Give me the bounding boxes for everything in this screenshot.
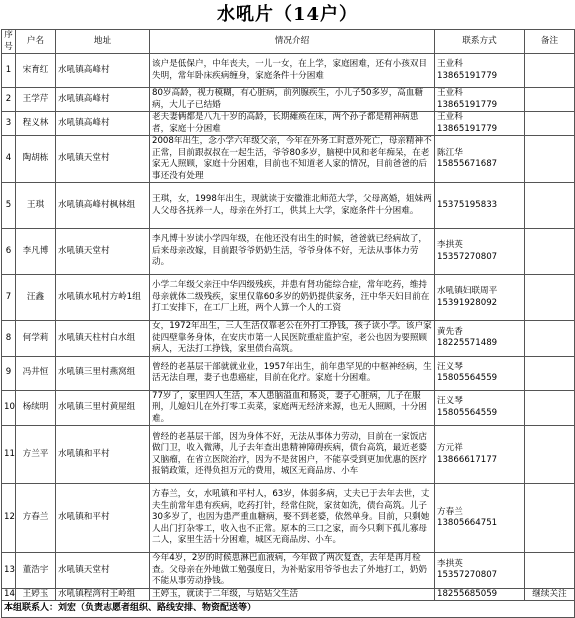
table-row — [2, 54, 575, 88]
table-row — [2, 356, 575, 390]
table-row — [2, 229, 575, 275]
household-address: 水吼镇三里村燕窝组 — [56, 356, 150, 390]
table-row — [2, 484, 575, 553]
table-row — [2, 88, 575, 112]
table-row — [2, 275, 575, 321]
contact-info: 黄先香 18225571489 — [435, 321, 525, 357]
contact-info: 李拱英 15357270807 — [435, 553, 525, 589]
household-name: 李凡博 — [16, 229, 56, 275]
household-name: 冯井恒 — [16, 356, 56, 390]
household-address: 水吼镇天堂村 — [56, 229, 150, 275]
household-name: 程义林 — [16, 112, 56, 136]
remark — [525, 112, 575, 136]
household-name: 陶胡栋 — [16, 136, 56, 183]
table-row — [2, 112, 575, 136]
household-name: 王学芹 — [16, 88, 56, 112]
row-number: 4 — [2, 136, 16, 183]
remark: 继续关注 — [525, 588, 575, 601]
remark — [525, 275, 575, 321]
row-number: 14 — [2, 588, 16, 601]
table-row — [2, 183, 575, 229]
household-name: 方兰平 — [16, 426, 56, 484]
header-contact: 联系方式 — [435, 30, 525, 54]
remark — [525, 183, 575, 229]
contact-info: 李拱英 15357270807 — [435, 229, 525, 275]
situation-text: 女，1972年出生，三人生活仅靠老公在外打工挣钱，孩子读小学。该户家徒四壁靠务身体，在安庆市第一人民医院重症监护室，老公也因为要照顾病人，无法打工挣钱，家里债台高筑。 — [150, 321, 435, 357]
remark — [525, 553, 575, 589]
situation-text: 今年4岁，2岁的时候患淋巴血液病，今年做了两次复查，去年是再月检查。父母亲在外地做工勉强度日，为补贴家用爷爷也去了外地打工，奶奶不能从事劳动挣钱。 — [150, 553, 435, 589]
situation-text: 小学二年级父亲汪中华四级残疾，并患有肾功能综合症，常年吃药，维持母亲就体二级残疾，家里仅靠60多岁的奶奶提供家务，汪中华天妇目前在打工安排下，在工厂上班，两个人算一个人的工资 — [150, 275, 435, 321]
household-address: 水吼镇水吼村方岭1组 — [56, 275, 150, 321]
contact-info: 18255685059 — [435, 588, 525, 601]
household-address: 水吼镇程湾村王岭组 — [56, 588, 150, 601]
household-table — [1, 29, 575, 618]
situation-text: 77岁了，家里四人生活，本人患脑溢血和肠炎，妻子心脏病，儿子在服刑，儿媳妇儿在外打零工卖菜，家庭两无经济来源，也无人照顾，十分困难。 — [150, 390, 435, 426]
row-number: 2 — [2, 88, 16, 112]
contact-info: 汪义琴 15805564559 — [435, 390, 525, 426]
household-address: 水吼镇天堂村 — [56, 553, 150, 589]
remark — [525, 54, 575, 88]
row-number: 6 — [2, 229, 16, 275]
household-address: 水吼镇天堂村 — [56, 136, 150, 183]
table-row — [2, 321, 575, 357]
household-address: 水吼镇高峰村 — [56, 88, 150, 112]
table-row — [2, 426, 575, 484]
table-header-row — [2, 30, 575, 54]
contact-info: 方元祥 13866617177 — [435, 426, 525, 484]
group-contact-note: 本组联系人：刘宏（负责志愿者组织、路线安排、物资配送等） — [2, 601, 575, 618]
household-name: 王婷玉 — [16, 588, 56, 601]
row-number: 3 — [2, 112, 16, 136]
contact-info: 王业科 13865191779 — [435, 54, 525, 88]
remark — [525, 484, 575, 553]
situation-text: 曾经的老基层干部，因为身体不好，无法从事体力劳动，目前在一家饭店做门卫，收入微薄，儿子去年查出患精神障碍疾病，债台高筑，最近老婆又脑瘤，在省立医院治疗，因为不是贫困户，不能享受到更加优惠的医疗报销政策，还得负担万元的费用，城区无商品房、小车 — [150, 426, 435, 484]
household-address: 水吼镇高峰村 — [56, 112, 150, 136]
row-number: 9 — [2, 356, 16, 390]
contact-info: 王业科 13865191779 — [435, 88, 525, 112]
situation-text: 80岁高龄，视力模糊，有心脏病，前列腺疾生，小儿子50多岁，高血糖病，大儿子已结婚 — [150, 88, 435, 112]
household-address: 水吼镇高峰村枫林组 — [56, 183, 150, 229]
contact-info: 水吼镇妇联周平 15391928092 — [435, 275, 525, 321]
row-number: 13 — [2, 553, 16, 589]
table-row — [2, 588, 575, 601]
household-name: 何学莉 — [16, 321, 56, 357]
remark — [525, 88, 575, 112]
contact-info: 王业科 13865191779 — [435, 112, 525, 136]
header-address: 地址 — [56, 30, 150, 54]
row-number: 5 — [2, 183, 16, 229]
row-number: 8 — [2, 321, 16, 357]
page-title: 水吼片（14户） — [216, 4, 359, 25]
row-number: 12 — [2, 484, 16, 553]
row-number: 7 — [2, 275, 16, 321]
remark — [525, 356, 575, 390]
row-number: 1 — [2, 54, 16, 88]
situation-text: 王婷玉，就读于二年级，与姑姑父生活 — [150, 588, 435, 601]
header-name: 户名 — [16, 30, 56, 54]
remark — [525, 321, 575, 357]
remark — [525, 426, 575, 484]
household-name: 杨续明 — [16, 390, 56, 426]
contact-info: 汪义琴 15805564559 — [435, 356, 525, 390]
contact-info: 15375195833 — [435, 183, 525, 229]
remark — [525, 390, 575, 426]
household-name: 王琪 — [16, 183, 56, 229]
table-row — [2, 390, 575, 426]
row-number: 10 — [2, 390, 16, 426]
contact-info: 陈江华 15855671687 — [435, 136, 525, 183]
header-number: 序号 — [2, 30, 16, 54]
household-address: 水吼镇天柱村白水组 — [56, 321, 150, 357]
table-row — [2, 136, 575, 183]
household-address: 水吼镇高峰村 — [56, 54, 150, 88]
household-address: 水吼镇和平村 — [56, 426, 150, 484]
contact-info: 方春兰 13805664751 — [435, 484, 525, 553]
situation-text: 该户是低保户，中年丧夫，一儿一女，在上学，家庭困难，还有小孩双目失明，常年卧床疾病缠身，家庭条件十分困难 — [150, 54, 435, 88]
household-name: 宋育红 — [16, 54, 56, 88]
remark — [525, 229, 575, 275]
situation-text: 2008年出生，念小学六年级父亲，今年在外务工时意外死亡，母亲精神不正常，目前跟叔叔在一起生活，爷爷80多岁，脑梗中风和老年痴呆，在老家无人照顾，家庭十分困难，目前也不知道老人家的情况，目前爸爸的后事还没有处理 — [150, 136, 435, 183]
situation-text: 王琪，女，1998年出生，现就读于安徽淮北师范大学，父母离婚，姐妹两人父母各抚养一人，母亲在外打工，供其上大学，家庭条件十分困难。 — [150, 183, 435, 229]
situation-text: 老夫妻俩都是八九十岁的高龄，长期瘫痪在床，两个孙子都是精神病患者，家庭十分困难 — [150, 112, 435, 136]
situation-text: 李凡博十岁读小学四年级，在他还没有出生的时候，爸爸就已经病故了，后来母亲改嫁，目前跟爷爷奶奶生活，爷爷身体不好，无法从事体力劳动。 — [150, 229, 435, 275]
row-number: 11 — [2, 426, 16, 484]
household-address: 水吼镇三里村黄屋组 — [56, 390, 150, 426]
table-row — [2, 553, 575, 589]
header-situation: 情况介绍 — [150, 30, 435, 54]
household-name: 方春兰 — [16, 484, 56, 553]
footer-row — [2, 601, 575, 618]
household-address: 水吼镇和平村 — [56, 484, 150, 553]
header-note: 备注 — [525, 30, 575, 54]
remark — [525, 136, 575, 183]
household-name: 董浩宇 — [16, 553, 56, 589]
household-name: 汪鑫 — [16, 275, 56, 321]
situation-text: 方春兰，女，水吼镇和平村人，63岁，体弱多病，丈夫已于去年去世，丈夫生前常年患有疾病，吃药打针，经常住院，家贫如洗，债台高筑。儿子30多岁了，也因为患严重血糖病，娶不到老婆，依然单身。目前，只剩她人出门打杂零工，收入也不正常。原本的三口之家，而今只剩下孤儿寡母二人，家里生活十分困难，城区无商品房、小车。 — [150, 484, 435, 553]
situation-text: 曾经的老基层干部就就业业，1957年出生，前年患罕见的中枢神经病，生活无法自理，妻子也患癌症，目前在化疗。家庭十分困难。 — [150, 356, 435, 390]
